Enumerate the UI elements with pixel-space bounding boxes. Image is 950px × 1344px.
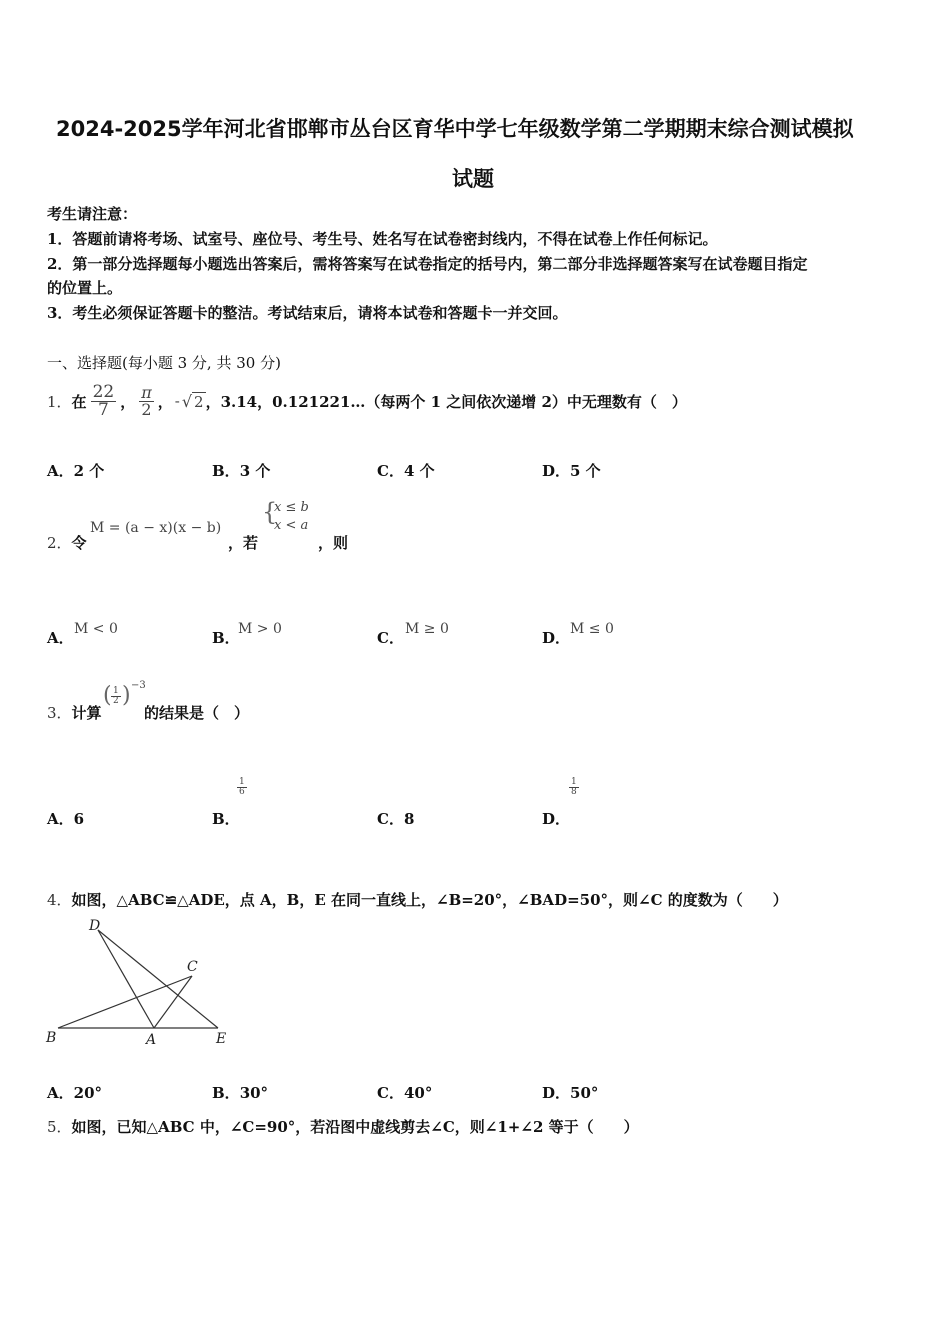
label-D: D bbox=[89, 918, 101, 934]
q2-mid: ，若 bbox=[228, 534, 259, 552]
label-A: A bbox=[146, 1032, 157, 1048]
line-DE bbox=[98, 930, 218, 1028]
q2-option-a-label: A． bbox=[47, 629, 74, 647]
q1-lead: 在 bbox=[71, 392, 87, 411]
q1-option-a: A．2 个 bbox=[47, 462, 105, 480]
notice-item-2b: 的位置上。 bbox=[47, 279, 123, 297]
q2-option-c: M ≥ 0 bbox=[405, 621, 449, 637]
question-1: 1． 在 $\frac{22}{7}$ ， $\frac{\pi}{2}$ ， - √ 2 ，3.14，0.121221…（每两个 1 之间依次递增 2）中无理数有（ ） bbox=[47, 381, 687, 420]
q1-option-b: B．3 个 bbox=[212, 462, 271, 480]
q2-option-c-label: C． bbox=[377, 629, 404, 647]
q3-option-d-label: D． bbox=[542, 810, 571, 828]
notice-item-3: 3．考生必须保证答题卡的整洁。考试结束后，请将本试卷和答题卡一并交回。 bbox=[47, 304, 568, 322]
line-BC bbox=[58, 976, 192, 1028]
q3-option-d-fraction: $\frac{1}{8}$ bbox=[571, 777, 577, 797]
question-5: 5．如图，已知△ABC 中，∠C=90°，若沿图中虚线剪去∠C，则∠1+∠2 等于（ ） bbox=[47, 1118, 639, 1136]
exam-title-line1: 2024-2025学年河北省邯郸市丛台区育华中学七年级数学第二学期期末综合测试模拟 bbox=[56, 117, 854, 141]
q1-option-d: D．5 个 bbox=[542, 462, 601, 480]
q3-option-c: C．8 bbox=[377, 810, 415, 828]
q2-option-d-label: D． bbox=[542, 629, 571, 647]
notice-item-2a: 2．第一部分选择题每小题选出答案后，需将答案写在试卷指定的括号内，第二部分非选择题答案写在试卷题目指定 bbox=[47, 255, 808, 273]
q3-option-b-fraction: $\frac{1}{6}$ bbox=[239, 777, 245, 797]
q2-option-b: M > 0 bbox=[238, 621, 282, 637]
question-4: 4．如图，△ABC≌△ADE，点 A，B，E 在同一直线上，∠B=20°，∠BAD=50°，则∠C 的度数为（ ） bbox=[47, 891, 788, 909]
notice-heading: 考生请注意： bbox=[47, 205, 138, 223]
q1-option-c: C．4 个 bbox=[377, 462, 435, 480]
notice-item-1: 1．答题前请将考场、试室号、座位号、考生号、姓名写在试卷密封线内，不得在试卷上作任何标记。 bbox=[47, 230, 718, 248]
question-3-number: 3．计算 bbox=[47, 704, 102, 722]
q2-condition-1: x ≤ b bbox=[274, 500, 309, 515]
q4-option-c: C．40° bbox=[377, 1084, 433, 1102]
q2-option-a: M < 0 bbox=[74, 621, 118, 637]
sqrt-radicand: 2 bbox=[194, 392, 204, 411]
line-DA bbox=[98, 930, 154, 1028]
left-paren-icon: ( bbox=[103, 683, 112, 708]
exam-title-line2: 试题 bbox=[452, 167, 494, 191]
q3-exponent: −3 bbox=[131, 680, 146, 691]
section-heading: 一、选择题(每小题 3 分, 共 30 分) bbox=[47, 354, 281, 372]
q2-option-b-label: B． bbox=[212, 629, 240, 647]
q2-tail: ，则 bbox=[318, 534, 349, 552]
q3-option-b-label: B． bbox=[212, 810, 240, 828]
brace-icon: { bbox=[262, 498, 278, 526]
sqrt-sign-icon: √ bbox=[181, 391, 193, 411]
label-B: B bbox=[46, 1030, 57, 1046]
q2-option-d: M ≤ 0 bbox=[570, 621, 614, 637]
triangle-figure bbox=[40, 912, 240, 1052]
q4-option-d: D．50° bbox=[542, 1084, 599, 1102]
q3-option-a: A．6 bbox=[47, 810, 85, 828]
label-E: E bbox=[216, 1031, 227, 1047]
fraction-pi-2: $\frac{\pi}{2}$ bbox=[141, 382, 152, 419]
q1-rest: ，3.14，0.121221…（每两个 1 之间依次递增 2）中无理数有（ ） bbox=[205, 392, 687, 411]
label-C: C bbox=[187, 959, 198, 975]
q4-option-a: A．20° bbox=[47, 1084, 103, 1102]
question-number: 1． bbox=[47, 392, 72, 411]
question-2-number: 2．令 bbox=[47, 534, 87, 552]
right-paren-icon: ) bbox=[122, 683, 131, 708]
q2-condition-2: x < a bbox=[274, 518, 309, 533]
fraction-22-7: $\frac{22}{7}$ bbox=[92, 381, 115, 420]
q3-base-fraction: $\frac{1}{2}$ bbox=[113, 686, 119, 706]
q4-option-b: B．30° bbox=[212, 1084, 269, 1102]
q3-tail: 的结果是（ ） bbox=[144, 704, 250, 722]
q2-expression: M = (a − x)(x − b) bbox=[90, 520, 222, 536]
